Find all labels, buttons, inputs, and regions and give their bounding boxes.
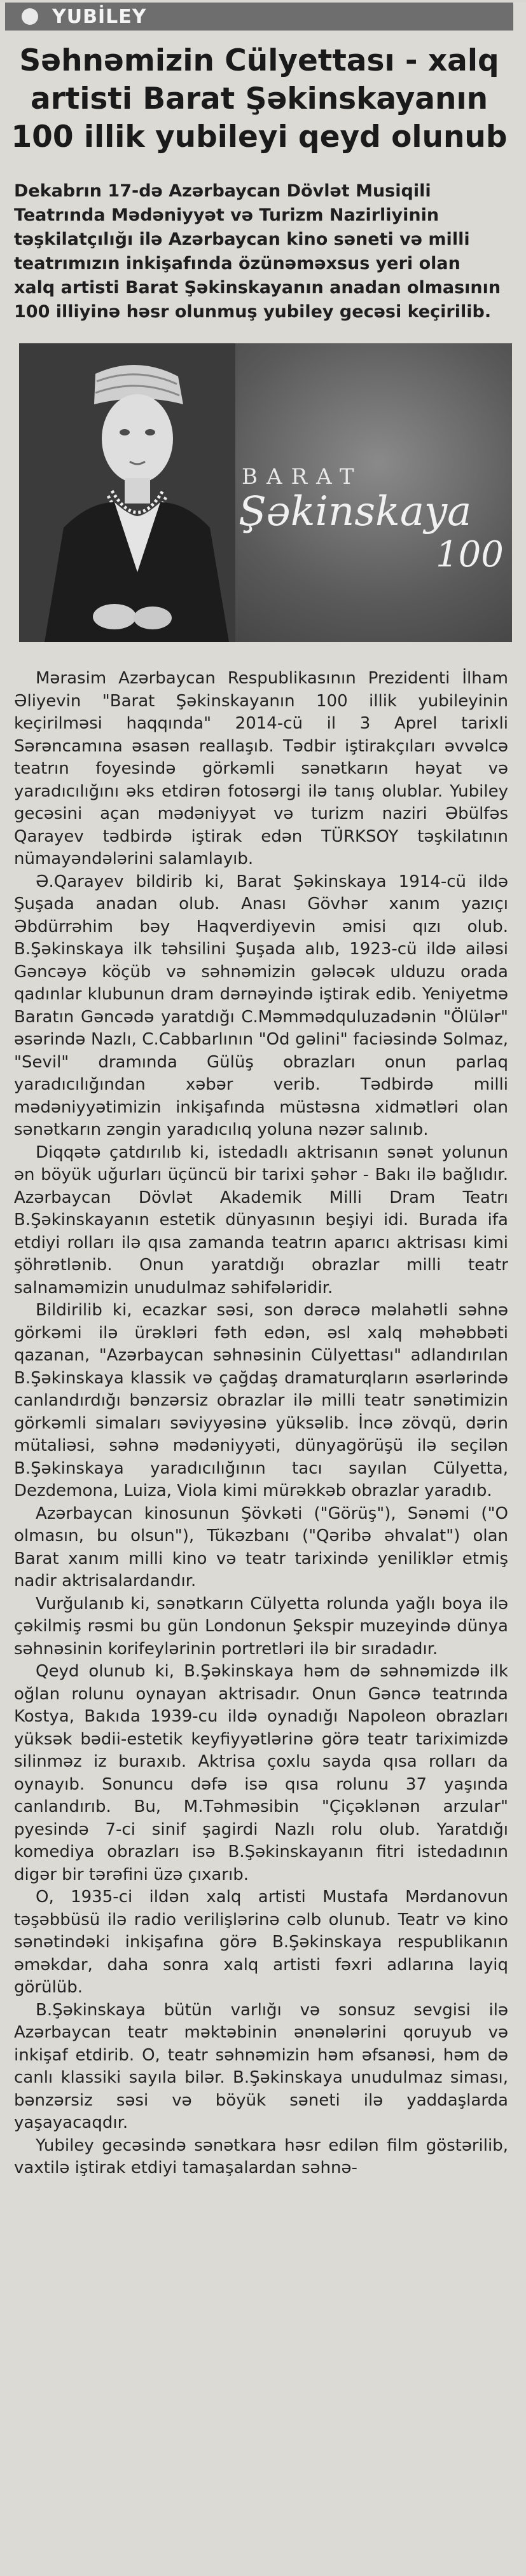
section-label: YUBİLEY xyxy=(52,5,147,28)
article-headline: Səhnəmizin Cülyettası - xalq artisti Barat Şəkinskayanın 100 illik yubileyi qeyd olunub xyxy=(11,43,508,154)
article-photo xyxy=(19,343,512,642)
portrait-illustration xyxy=(19,343,235,642)
paragraph: O, 1935-ci ildən xalq artisti Mustafa Mərdanovun təşəbbüsü ilə radio verilişlərinə cəlb olunub. Teatr və kino sənətindəki inkişafına görə B.Şəkinskaya respublikanın əməkdar, daha sonra xalq artisti fəxri adlarına layiq görülüb. xyxy=(14,1887,508,1997)
article-lead: Dekabrın 17-də Azərbaycan Dövlət Musiqili Teatrında Mədəniyyət və Turizm Nazirliyinin təşkilatçılığı ilə Azərbaycan kino səneti və milli teatrımızın inkişafında özünəməxsus yeri olan xalq artisti Barat Şəkinskayanın anadan olmasının 100 illiyinə həsr olunmuş yubiley gecəsi keçirilib. xyxy=(14,181,501,322)
paragraph: Diqqətə çatdırılıb ki, istedadlı aktrisanın sənət yolunun ən böyük uğurları üçüncü bir tarixi şəhər - Bakı ilə bağlıdır. Azərbaycan Dövlət Akademik Milli Dram Teatrı B.Şəkinskayanın estetik dünyasının beşiyi idi. Burada ifa etdiyi rolları ilə qısa zamanda teatrın aparıcı aktrisası kimi şöhrətlənib. Onun yaratdığı obrazlar milli teatr salnaməmizin unudulmaz səhifələridir. xyxy=(14,1142,508,1298)
newspaper-page xyxy=(0,3,526,2576)
paragraph: Azərbaycan kinosunun Şövkəti ("Görüş"), Sənəmi ("O olmasın, bu olsun"), Tükəzbanı ("Qəribə əhvalat") olan Barat xanım milli kino və teatr tarixində yeniliklər etmiş nadir aktrisalardandır. xyxy=(14,1504,508,1591)
photo-caption-first-name: BARAT xyxy=(242,464,363,490)
photo-caption-anniversary: 100 xyxy=(436,534,504,575)
paragraph: B.Şəkinskaya bütün varlığı və sonsuz sevgisi ilə Azərbaycan teatr məktəbinin ənənələrini qoruyub və inkişaf etdirib. O, teatr səhnəmizin həm əfsanəsi, həm də canlı klassiki sayıla bilər. B.Şəkinskaya unudulmaz siması, bənzərsiz səsi və böyük səneti ilə yaddaşlarda yaşayacaqdır. xyxy=(14,2000,508,2132)
paragraph: Qeyd olunub ki, B.Şəkinskaya həm də səhnəmizdə ilk oğlan rolunu oynayan aktrisadır. Onun Gəncə teatrında Kostya, Bakıda 1939-cu ildə oynadığı Napoleon obrazları yüksək bədii-estetik keyfiyyətlərinə görə teatr tariximizdə silinməz iz buraxıb. Aktrisa çoxlu sayda qısa rolları da oynayıb. Sonuncu dəfə isə qısa rolunu 37 yaşında canlandırıb. Bu, M.Təhməsibin "Çiçəklənən arzular" pyesində 7-ci sinif şagirdi Nazlı rolu olub. Yaratdığı komediya obrazları isə B.Şəkinskayanın fitri istedadının digər bir tərəfini üzə çıxarıb. xyxy=(14,1662,508,1884)
paragraph: Bildirilib ki, ecazkar səsi, son dərəcə məlahətli səhnə görkəmi ilə ürəkləri fəth edən, əsl xalq məhəbbəti qazanan, "Azərbaycan səhnəsinin Cülyettası" adlandırılan B.Şəkinskaya klassik və çağdaş dramaturqların əsərlərində canlandırdığı bənzərsiz obrazlar ilə milli teatr sənətimizin görkəmli simaları səviyyəsinə yüksəlib. İncə zövqü, dərin mütaliəsi, səhnə mədəniyyəti, dünyagörüşü ilə seçilən B.Şəkinskaya yaradıcılığının tacı sayılan Cülyetta, Dezdemona, Luiza, Viola kimi mürəkkəb obrazlar yaradıb. xyxy=(14,1301,508,1500)
paragraph: Mərasim Azərbaycan Respublikasının Prezidenti İlham Əliyevin "Barat Şəkinskayanın 100 illik yubileyinin keçirilməsi haqqında" 2014-cü il 3 Aprel tarixli Sərəncamına əsasən reallaşıb. Tədbir iştirakçıları əvvəlcə teatrın foyesində görkəmli sənətkarın həyat və yaradıcılığını əks etdirən fotosərgi ilə tanış olublar. Yubiley gecəsini açan mədəniyyət və turizm naziri Əbülfəs Qarayev tədbirdə iştirak edən TÜRKSOY təşkilatının nümayəndələrini salamlayıb. xyxy=(14,669,508,868)
paragraph: Yubiley gecəsində sənətkara həsr edilən film göstərilib, vaxtilə iştirak etdiyi tamaşalardan səhnə- xyxy=(14,2135,508,2177)
photo-caption-surname: Şəkinskaya xyxy=(239,488,472,535)
article-body xyxy=(14,668,508,2180)
paragraph: Ə.Qarayev bildirib ki, Barat Şəkinskaya 1914-cü ildə Şuşada anadan olub. Anası Gövhər xanım yazıçı Əbdürrəhim bəy Haqverdiyevin əmisi qızı olub. B.Şəkinskaya ilk təhsilini Şuşada alıb, 1923-cü ildə ailəsi Gəncəyə köçüb və səhnəmizin gələcək ulduzu orada qadınlar klubunun dram dərnəyində iştirak edib. Yeniyetmə Baratın Gəncədə yaratdığı C.Məmmədquluzadənin "Ölülər" əsərində Nazlı, C.Cabbarlının "Od gəlini" faciəsində Solmaz, "Sevil" dramında Gülüş obrazları onun parlaq yaradıcılığından xəbər verib. Tədbirdə milli mədəniyyətimizin inkişafında müstəsna xidmətləri olan sənətkarın zəngin yaradıcılıq yoluna nəzər salınıb. xyxy=(14,872,508,1139)
section-header xyxy=(5,3,513,31)
paragraph: Vurğulanıb ki, sənətkarın Cülyetta rolunda yağlı boya ilə çəkilmiş rəsmi bu gün Londonun Şekspir muzeyində dünya səhnəsinin korifeylərinin portretləri ilə bir sıradadır. xyxy=(14,1594,508,1659)
bullet-icon xyxy=(22,8,38,25)
